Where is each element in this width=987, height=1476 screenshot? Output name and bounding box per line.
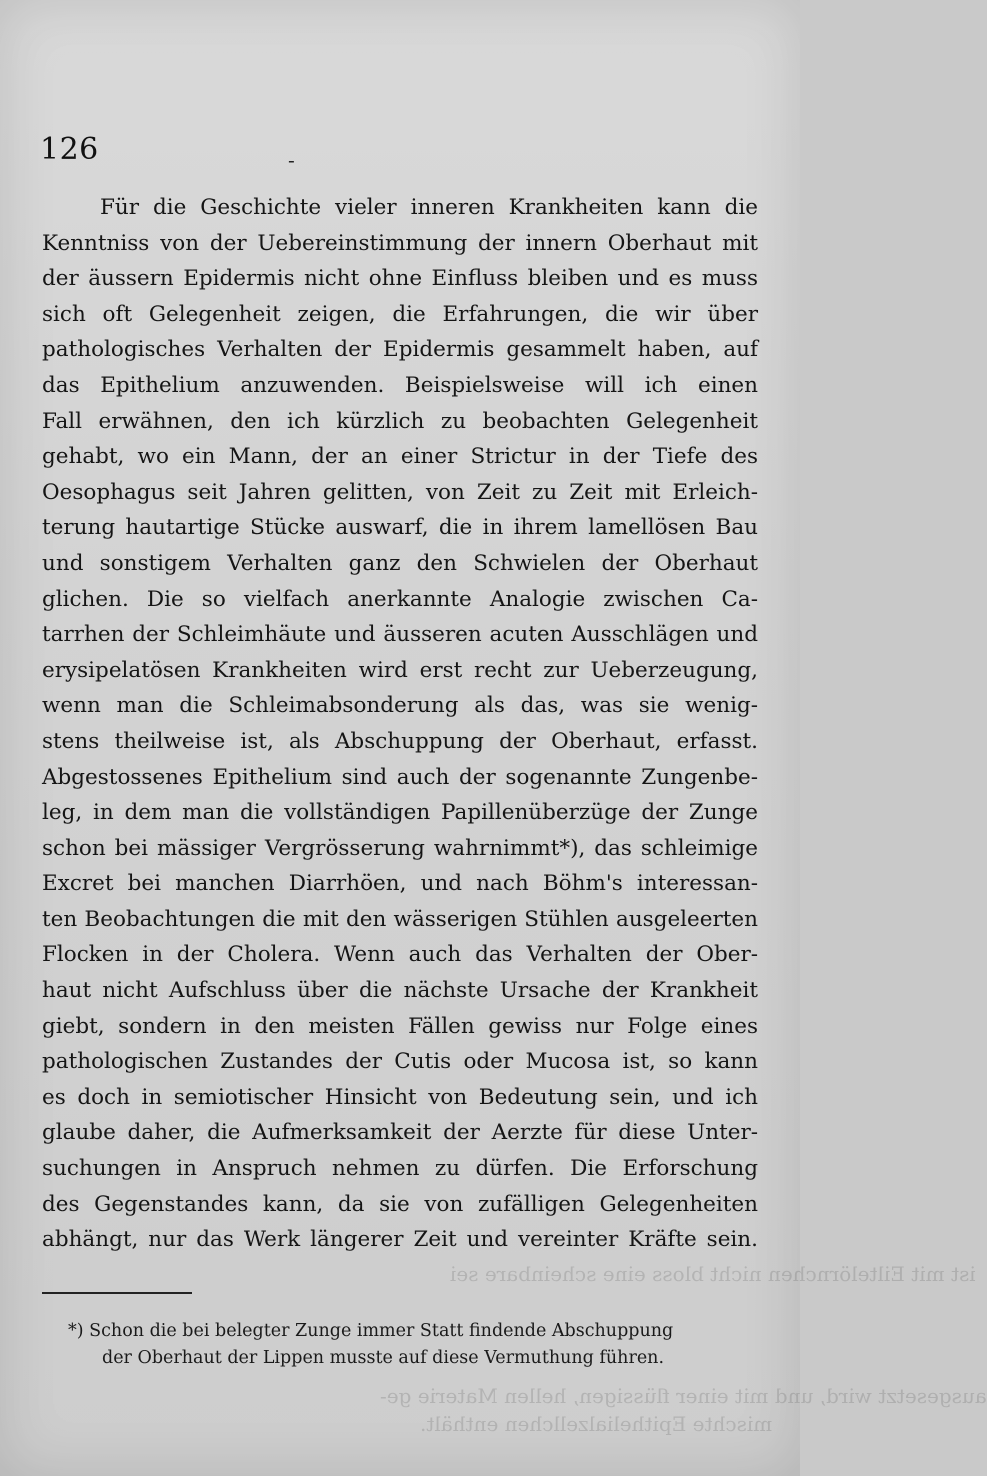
text-line: das Epithelium anzuwenden. Beispielsweise will ich einen [42, 372, 758, 398]
footnote-line: *) Schon die bei belegter Zunge immer Statt findende Abschuppung [68, 1321, 674, 1341]
text-line: schon bei mässiger Vergrösserung wahrnimmt*), das schleimige [42, 835, 758, 861]
text-line: und sonstigem Verhalten ganz den Schwielen der Oberhaut [42, 550, 758, 576]
text-line: glichen. Die so vielfach anerkannte Analogie zwischen Ca- [42, 586, 758, 612]
text-line: leg, in dem man die vollständigen Papillenüberzüge der Zunge [42, 800, 758, 826]
text-line: giebt, sondern in den meisten Fällen gewiss nur Folge eines [42, 1013, 758, 1039]
text-line: abhängt, nur das Werk längerer Zeit und vereinter Kräfte sein. [42, 1227, 758, 1253]
text-line: glaube daher, die Aufmerksamkeit der Aerzte für diese Unter- [42, 1120, 758, 1146]
show-through-text: ist mit Eiltelörnchen nicht bloss eine scheinbare sei [450, 1262, 976, 1286]
text-line: suchungen in Anspruch nehmen zu dürfen. Die Erforschung [42, 1156, 758, 1182]
text-line: der äussern Epidermis nicht ohne Einfluss bleiben und es muss [42, 266, 758, 292]
text-line: haut nicht Aufschluss über die nächste Ursache der Krankheit [42, 978, 758, 1004]
header-mark: - [288, 148, 295, 172]
text-line: wenn man die Schleimabsonderung als das, was sie wenig- [42, 693, 758, 719]
text-line: stens theilweise ist, als Abschuppung der Oberhaut, erfasst. [42, 728, 758, 754]
text-line: sich oft Gelegenheit zeigen, die Erfahrungen, die wir über [42, 301, 758, 327]
text-line: des Gegenstandes kann, da sie von zufälligen Gelegenheiten [42, 1191, 758, 1217]
show-through-text: ausgesetzt wird, und mit einer flüssigen, hellen Materie ge- [380, 1384, 987, 1408]
footnote [68, 1318, 760, 1372]
text-line: gehabt, wo ein Mann, der an einer Strictur in der Tiefe des [42, 444, 758, 470]
text-line: Oesophagus seit Jahren gelitten, von Zeit zu Zeit mit Erleich- [42, 479, 758, 505]
text-line: ten Beobachtungen die mit den wässerigen Stühlen ausgeleerten [42, 906, 758, 932]
show-through-text: mischte Epithelialzellchen enthält. [420, 1412, 773, 1436]
text-line: Fall erwähnen, den ich kürzlich zu beobachten Gelegenheit [42, 408, 758, 434]
main-paragraph [42, 190, 758, 1258]
text-line: pathologisches Verhalten der Epidermis gesammelt haben, auf [42, 337, 758, 363]
text-line: Excret bei manchen Diarrhöen, und nach Böhm's interessan- [42, 871, 758, 897]
text-line: Flocken in der Cholera. Wenn auch das Verhalten der Ober- [42, 942, 758, 968]
text-line: erysipelatösen Krankheiten wird erst recht zur Ueberzeugung, [42, 657, 758, 683]
text-line: Für die Geschichte vieler inneren Krankheiten kann die [100, 195, 758, 220]
text-line: terung hautartige Stücke auswarf, die in ihrem lamellösen Bau [42, 515, 758, 541]
text-line: Abgestossenes Epithelium sind auch der sogenannte Zungenbe- [42, 764, 758, 790]
page-number: 126 [40, 132, 99, 167]
footnote-line: der Oberhaut der Lippen musste auf diese Vermuthung führen. [102, 1348, 665, 1368]
text-line: pathologischen Zustandes der Cutis oder Mucosa ist, so kann [42, 1049, 758, 1075]
text-line: tarrhen der Schleimhäute und äusseren acuten Ausschlägen und [42, 622, 758, 648]
text-line: Kenntniss von der Uebereinstimmung der innern Oberhaut mit [42, 230, 758, 256]
footnote-rule [42, 1292, 192, 1294]
text-line: es doch in semiotischer Hinsicht von Bedeutung sein, und ich [42, 1084, 758, 1110]
